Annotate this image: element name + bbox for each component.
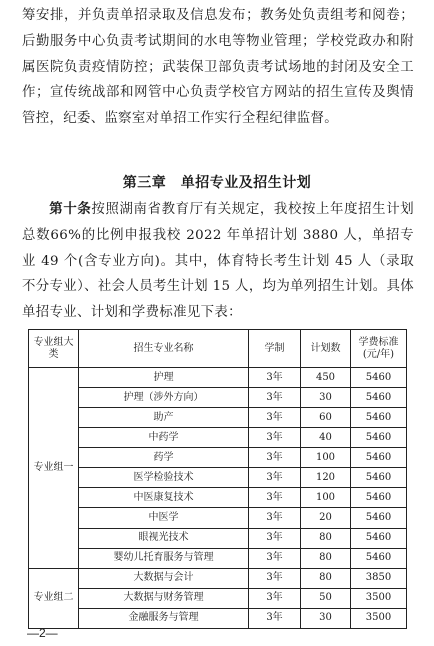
body-paragraph-2 [22, 197, 414, 326]
major-cell: 大数据与财务管理 [79, 588, 249, 608]
plan-cell: 100 [301, 448, 351, 468]
fee-cell: 5460 [351, 548, 407, 568]
plan-cell: 50 [301, 588, 351, 608]
major-cell: 护理（涉外方向） [79, 388, 249, 408]
fee-cell: 5460 [351, 408, 407, 428]
major-cell: 中药学 [79, 428, 249, 448]
table-row [29, 448, 407, 468]
fee-cell: 5460 [351, 468, 407, 488]
major-cell: 助产 [79, 408, 249, 428]
major-cell: 医学检验技术 [79, 468, 249, 488]
table-row [29, 408, 407, 428]
fee-cell: 5460 [351, 508, 407, 528]
plan-cell: 40 [301, 428, 351, 448]
group-cell: 专业组二 [29, 568, 79, 628]
table-row [29, 528, 407, 548]
plan-cell: 30 [301, 388, 351, 408]
duration-cell: 3年 [249, 368, 301, 388]
fee-cell: 5460 [351, 528, 407, 548]
table-row [29, 468, 407, 488]
table-row [29, 388, 407, 408]
duration-cell: 3年 [249, 568, 301, 588]
duration-cell: 3年 [249, 448, 301, 468]
duration-cell: 3年 [249, 388, 301, 408]
duration-cell: 3年 [249, 588, 301, 608]
article-text: 按照湖南省教育厅有关规定，我校按上年度招生计划总数66%的比例申报我校 2022 年单招计划 3880 人，单招专业 49 个(含专业方向)。其中，体育特长考生计划 45 人（录取不分专业）、社会人员考生计划 15 人，均为单列招生计划。具体单招专业、计划和学费标准见下表： [22, 202, 414, 321]
duration-cell: 3年 [249, 548, 301, 568]
group-cell: 专业组一 [29, 368, 79, 569]
fee-cell: 3850 [351, 568, 407, 588]
major-cell: 药学 [79, 448, 249, 468]
table-row [29, 488, 407, 508]
table-header-row [29, 330, 407, 368]
header-group: 专业组大类 [29, 330, 79, 368]
duration-cell: 3年 [249, 408, 301, 428]
duration-cell: 3年 [249, 528, 301, 548]
duration-cell: 3年 [249, 508, 301, 528]
fee-cell: 5460 [351, 448, 407, 468]
fee-cell: 5460 [351, 488, 407, 508]
header-fee: 学费标准(元/年) [351, 330, 407, 368]
table-row [29, 588, 407, 608]
plan-cell: 100 [301, 488, 351, 508]
major-cell: 眼视光技术 [79, 528, 249, 548]
table-row [29, 548, 407, 568]
fee-cell: 3500 [351, 588, 407, 608]
major-cell: 金融服务与管理 [79, 608, 249, 628]
table-row [29, 608, 407, 628]
major-cell: 中医学 [79, 508, 249, 528]
article-label: 第十条 [49, 202, 92, 217]
fee-cell: 5460 [351, 368, 407, 388]
duration-cell: 3年 [249, 428, 301, 448]
table-row [29, 428, 407, 448]
plan-cell: 80 [301, 548, 351, 568]
header-major: 招生专业名称 [79, 330, 249, 368]
duration-cell: 3年 [249, 608, 301, 628]
plan-cell: 80 [301, 568, 351, 588]
major-cell: 中医康复技术 [79, 488, 249, 508]
table-row [29, 368, 407, 388]
page-number: —2— [27, 626, 58, 640]
plan-cell: 450 [301, 368, 351, 388]
plan-cell: 20 [301, 508, 351, 528]
plan-cell: 120 [301, 468, 351, 488]
header-duration: 学制 [249, 330, 301, 368]
plan-cell: 60 [301, 408, 351, 428]
fee-cell: 5460 [351, 388, 407, 408]
major-cell: 护理 [79, 368, 249, 388]
fee-cell: 3500 [351, 608, 407, 628]
major-cell: 大数据与会计 [79, 568, 249, 588]
table-body [29, 368, 407, 629]
plan-cell: 30 [301, 608, 351, 628]
duration-cell: 3年 [249, 468, 301, 488]
body-paragraph-1: 筹安排，并负责单招录取及信息发布；教务处负责组考和阅卷；后勤服务中心负责考试期间的水电等物业管理；学校党政办和附属医院负责疫情防控；武装保卫部负责考试场地的封闭及安全工作；宣传统战部和网管中心负责学校官方网站的招生宣传及舆情管控，纪委、监察室对单招工作实行全程纪律监督。 [22, 8, 414, 127]
header-plan: 计划数 [301, 330, 351, 368]
fee-cell: 5460 [351, 428, 407, 448]
major-cell: 婴幼儿托育服务与管理 [79, 548, 249, 568]
plan-cell: 80 [301, 528, 351, 548]
enrollment-plan-table [28, 329, 407, 629]
table-row [29, 508, 407, 528]
table-row [29, 568, 407, 588]
duration-cell: 3年 [249, 488, 301, 508]
chapter-heading: 第三章 单招专业及招生计划 [122, 175, 312, 191]
